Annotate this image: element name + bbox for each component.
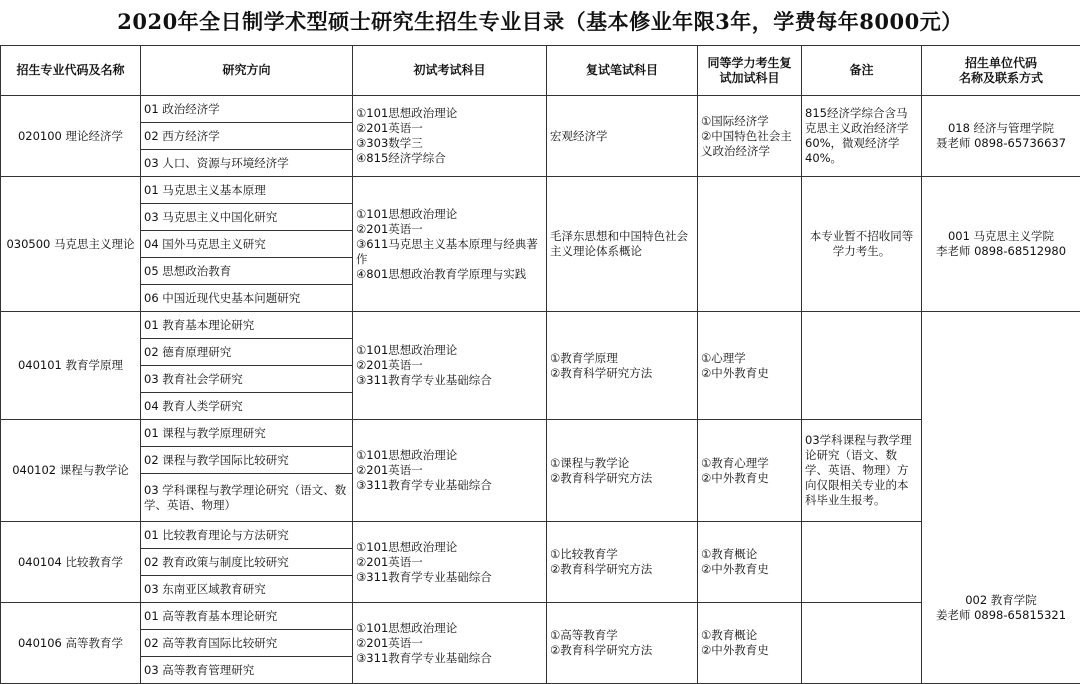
exam-subject: ②201英语一 (356, 463, 543, 478)
unit-line: 姜老师 0898-65815321 (925, 608, 1077, 623)
equivalent-cell (698, 177, 802, 312)
exam-subject: ①101思想政治理论 (356, 106, 543, 121)
unit-cell (922, 96, 1080, 177)
header-notes: 备注 (802, 46, 922, 96)
page-title: 2020年全日制学术型硕士研究生招生专业目录（基本修业年限3年，学费每年8000元） (0, 0, 1080, 45)
major-cell: 020100 理论经济学 (1, 96, 141, 177)
exam-subject: ③311教育学专业基础综合 (356, 570, 543, 585)
exam-subject: ②201英语一 (356, 636, 543, 651)
exam-subject: ②201英语一 (356, 121, 543, 136)
equivalent-subject: ②中国特色社会主义政治经济学 (701, 129, 798, 159)
direction-cell: 03 人口、资源与环境经济学 (141, 150, 353, 177)
initial-exam-cell (353, 420, 547, 522)
exam-subject: ①101思想政治理论 (356, 448, 543, 463)
unit-line: 001 马克思主义学院 (925, 229, 1077, 244)
unit-line: 李老师 0898-68512980 (925, 244, 1077, 259)
exam-subject: ①101思想政治理论 (356, 621, 543, 636)
table-row (1, 603, 1080, 630)
retest-cell (547, 603, 698, 684)
direction-cell: 02 德育原理研究 (141, 339, 353, 366)
equivalent-subject: ①教育概论 (701, 547, 798, 562)
equivalent-subject: ①心理学 (701, 351, 798, 366)
header-equivalent (698, 46, 802, 96)
major-cell: 040104 比较教育学 (1, 522, 141, 603)
equivalent-subject: ①教育概论 (701, 628, 798, 643)
retest-subject: ②教育科学研究方法 (550, 471, 694, 486)
exam-subject: ②201英语一 (356, 358, 543, 373)
header-initial-exam: 初试考试科目 (353, 46, 547, 96)
unit-cell (922, 312, 1080, 684)
equivalent-cell (698, 603, 802, 684)
equivalent-subject: ①教育心理学 (701, 456, 798, 471)
retest-subject: 宏观经济学 (550, 129, 694, 144)
notes-cell (802, 312, 922, 420)
retest-subject: ②教育科学研究方法 (550, 562, 694, 577)
major-cell: 030500 马克思主义理论 (1, 177, 141, 312)
note-text: 03学科课程与教学理论研究（语文、数学、英语、物理）方向仅限相关专业的本科毕业生报考。 (805, 433, 918, 508)
retest-subject: ②教育科学研究方法 (550, 643, 694, 658)
equivalent-cell (698, 522, 802, 603)
notes-cell (802, 177, 922, 312)
exam-subject: ①101思想政治理论 (356, 343, 543, 358)
retest-subject: ②教育科学研究方法 (550, 366, 694, 381)
direction-cell: 06 中国近现代史基本问题研究 (141, 285, 353, 312)
table-row (1, 177, 1080, 204)
retest-subject: 毛泽东思想和中国特色社会主义理论体系概论 (550, 229, 694, 259)
major-cell: 040102 课程与教学论 (1, 420, 141, 522)
direction-cell: 03 马克思主义中国化研究 (141, 204, 353, 231)
header-line: 名称及联系方式 (925, 71, 1077, 86)
exam-subject: ③303数学三 (356, 136, 543, 151)
equivalent-cell (698, 312, 802, 420)
note-text: 815经济学综合含马克思主义政治经济学60%，微观经济学40%。 (805, 106, 918, 166)
exam-subject: ②201英语一 (356, 555, 543, 570)
direction-cell: 03 高等教育管理研究 (141, 657, 353, 684)
retest-subject: ①课程与教学论 (550, 456, 694, 471)
equivalent-cell (698, 420, 802, 522)
direction-cell: 03 学科课程与教学理论研究（语文、数学、英语、物理） (141, 474, 353, 522)
direction-cell: 02 课程与教学国际比较研究 (141, 447, 353, 474)
retest-subject: ①比较教育学 (550, 547, 694, 562)
equivalent-subject: ②中外教育史 (701, 643, 798, 658)
direction-cell: 02 西方经济学 (141, 123, 353, 150)
header-direction: 研究方向 (141, 46, 353, 96)
exam-subject: ①101思想政治理论 (356, 540, 543, 555)
direction-cell: 01 高等教育基本理论研究 (141, 603, 353, 630)
direction-cell: 01 课程与教学原理研究 (141, 420, 353, 447)
retest-cell (547, 522, 698, 603)
direction-cell: 01 马克思主义基本原理 (141, 177, 353, 204)
header-line: 招生单位代码 (925, 56, 1077, 71)
table-row (1, 522, 1080, 549)
initial-exam-cell (353, 177, 547, 312)
initial-exam-cell (353, 312, 547, 420)
initial-exam-cell (353, 96, 547, 177)
retest-cell (547, 312, 698, 420)
direction-cell: 04 国外马克思主义研究 (141, 231, 353, 258)
exam-subject: ③311教育学专业基础综合 (356, 373, 543, 388)
unit-line: 聂老师 0898-65736637 (925, 136, 1077, 151)
header-row (1, 46, 1080, 96)
major-cell: 040101 教育学原理 (1, 312, 141, 420)
equivalent-cell (698, 96, 802, 177)
direction-cell: 01 教育基本理论研究 (141, 312, 353, 339)
notes-cell (802, 96, 922, 177)
equivalent-subject: ①国际经济学 (701, 114, 798, 129)
direction-cell: 01 比较教育理论与方法研究 (141, 522, 353, 549)
unit-line: 002 教育学院 (925, 593, 1077, 608)
exam-subject: ③311教育学专业基础综合 (356, 651, 543, 666)
direction-cell: 03 东南亚区域教育研究 (141, 576, 353, 603)
header-line: 试加试科目 (701, 71, 798, 86)
unit-line: 018 经济与管理学院 (925, 121, 1077, 136)
direction-cell: 02 高等教育国际比较研究 (141, 630, 353, 657)
retest-subject: ①高等教育学 (550, 628, 694, 643)
exam-subject: ③311教育学专业基础综合 (356, 478, 543, 493)
retest-cell (547, 96, 698, 177)
notes-cell (802, 420, 922, 522)
major-cell: 040106 高等教育学 (1, 603, 141, 684)
equivalent-subject: ②中外教育史 (701, 366, 798, 381)
exam-subject: ②201英语一 (356, 222, 543, 237)
retest-cell (547, 177, 698, 312)
direction-cell: 04 教育人类学研究 (141, 393, 353, 420)
header-line: 同等学力考生复 (701, 56, 798, 71)
direction-cell: 05 思想政治教育 (141, 258, 353, 285)
exam-subject: ③611马克思主义基本原理与经典著作 (356, 237, 543, 267)
header-major: 招生专业代码及名称 (1, 46, 141, 96)
header-retest: 复试笔试科目 (547, 46, 698, 96)
exam-subject: ④801思想政治教育学原理与实践 (356, 267, 543, 282)
catalog-table (0, 45, 1080, 684)
table-row (1, 96, 1080, 123)
table-body (1, 96, 1080, 684)
initial-exam-cell (353, 522, 547, 603)
header-unit (922, 46, 1080, 96)
direction-cell: 01 政治经济学 (141, 96, 353, 123)
initial-exam-cell (353, 603, 547, 684)
exam-subject: ④815经济学综合 (356, 151, 543, 166)
direction-cell: 03 教育社会学研究 (141, 366, 353, 393)
retest-cell (547, 420, 698, 522)
table-row (1, 420, 1080, 447)
notes-cell (802, 603, 922, 684)
direction-cell: 02 教育政策与制度比较研究 (141, 549, 353, 576)
table-row (1, 312, 1080, 339)
equivalent-subject: ②中外教育史 (701, 471, 798, 486)
retest-subject: ①教育学原理 (550, 351, 694, 366)
notes-cell (802, 522, 922, 603)
unit-cell (922, 177, 1080, 312)
exam-subject: ①101思想政治理论 (356, 207, 543, 222)
note-text: 本专业暂不招收同等学力考生。 (805, 229, 918, 259)
equivalent-subject: ②中外教育史 (701, 562, 798, 577)
